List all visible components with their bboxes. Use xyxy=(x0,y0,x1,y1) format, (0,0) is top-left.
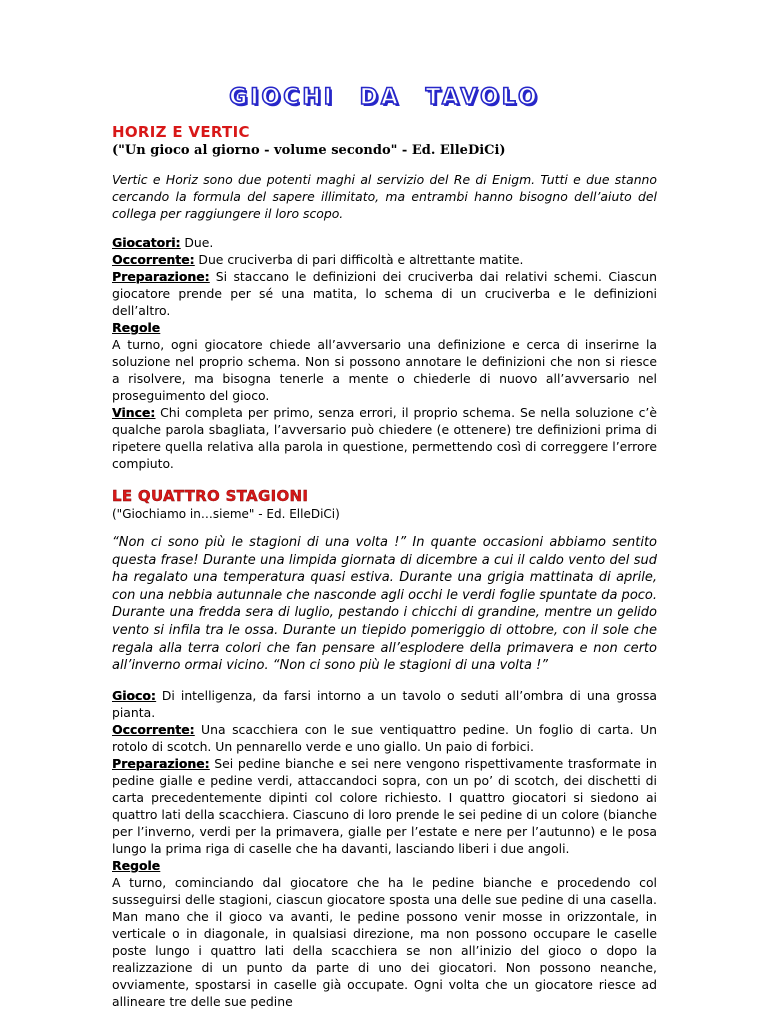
section-source: ("Giochiamo in…sieme" - Ed. ElleDiCi) xyxy=(112,507,340,521)
regole-text: A turno, ogni giocatore chiede all’avversario una definizione e cerca di inserirne la soluzione nel proprio schema. Non si possono annotare le definizioni che non si riesce a risolvere, ma bisogna tenerle a mente o chiederle di nuovo all’avversario nel proseguimento del gioco. xyxy=(112,337,657,403)
preparazione-paragraph xyxy=(112,755,657,857)
section-title-horiz-vertic: HORIZ E VERTIC xyxy=(112,123,250,141)
occorrente-label: Occorrente: xyxy=(112,252,195,267)
section-intro: “Non ci sono più le stagioni di una volta !” In quante occasioni abbiamo sentito questa frase! Durante una limpida giornata di dicembre a cui il caldo vento del sud ha regalato una temperatura quasi estiva. Durante una grigia mattinata di aprile, con una nebbia autunnale che nasconde agli occhi le verdi foglie spuntate da poco. Durante una fredda sera di luglio, pestando i chicchi di grandine, mentre un gelido vento si infila tra le ossa. Durante un tiepido pomeriggio di ottobre, con il sole che regala alla terra colori che fan pensare all’esplodere della primavera e non certo all’inverno ormai vicino. “Non ci sono più le stagioni di una volta !” xyxy=(112,535,657,674)
vince-label: Vince: xyxy=(112,405,156,420)
regole-text: A turno, cominciando dal giocatore che ha le pedine bianche e procedendo col susseguirsi delle stagioni, ciascun giocatore sposta una delle sue pedine di una casella. Man mano che il gioco va avanti, le pedine possono venir mosse in orizzontale, in verticale o in diagonale, in qualsiasi direzione, ma non possono occupare le caselle poste lungo i quattro lati della scacchiera se non all’inizio del gioco o dopo la realizzazione di un punto da parte di uno dei giocatori. Non possono neanche, ovviamente, spostarsi in caselle già occupate. Ogni volta che un giocatore riesce ad allineare tre delle sue pedine xyxy=(112,874,657,1009)
regole-heading xyxy=(112,319,657,336)
giocatori-paragraph xyxy=(112,234,657,251)
gioco-label: Gioco: xyxy=(112,687,156,703)
preparazione-label: Preparazione: xyxy=(112,755,210,771)
section-title-quattro-stagioni: LE QUATTRO STAGIONI xyxy=(112,487,309,505)
preparazione-paragraph xyxy=(112,268,657,319)
occorrente-text: Due cruciverba di pari difficoltà e altrettante matite. xyxy=(194,252,524,267)
preparazione-text: Sei pedine bianche e sei nere vengono rispettivamente trasformate in pedine gialle e pedine verdi, attaccandoci sopra, con un po’ di scotch, dei dischetti di carta precedentemente dipinti col colore richiesto. I quattro giocatori si siedono ai quattro lati della scacchiera. Ciascuno di loro prende le sei pedine di un colore (bianche per l’inverno, verdi per la primavera, gialle per l’estate e nere per l’autunno) e le posa lungo la prima riga di caselle che ha davanti, lasciando liberi i due angoli. xyxy=(112,755,657,856)
regole-heading xyxy=(112,857,657,874)
occorrente-label: Occorrente: xyxy=(112,721,195,737)
occorrente-text: Una scacchiera con le sue ventiquattro pedine. Un foglio di carta. Un rotolo di scotch. Un pennarello verde e uno giallo. Un paio di forbici. xyxy=(112,721,657,754)
regole-label: Regole xyxy=(112,320,160,335)
document-body xyxy=(112,84,657,1010)
giocatori-text: Due. xyxy=(180,235,214,250)
regole-label: Regole xyxy=(112,857,160,873)
document-title: GIOCHI DA TAVOLO xyxy=(229,85,540,110)
gioco-text: Di intelligenza, da farsi intorno a un tavolo o seduti all’ombra di una grossa pianta. xyxy=(112,687,657,720)
gioco-paragraph xyxy=(112,687,657,721)
preparazione-text: Si staccano le definizioni dei cruciverba dai relativi schemi. Ciascun giocatore prende per sé una matita, lo schema di un cruciverba e le definizioni dell’altro. xyxy=(112,269,657,318)
section-source: ("Un gioco al giorno - volume secondo" - Ed. ElleDiCi) xyxy=(112,143,506,158)
occorrente-paragraph xyxy=(112,721,657,755)
preparazione-label: Preparazione: xyxy=(112,269,210,284)
section-intro: Vertic e Horiz sono due potenti maghi al servizio del Re di Enigm. Tutti e due stanno cercando la formula del sapere illimitato, ma entrambi hanno bisogno dell’aiuto del collega per raggiungere il loro scopo. xyxy=(112,172,657,221)
occorrente-paragraph xyxy=(112,251,657,268)
vince-paragraph xyxy=(112,404,657,472)
giocatori-label: Giocatori: xyxy=(112,235,181,250)
vince-text: Chi completa per primo, senza errori, il proprio schema. Se nella soluzione c’è qualche parola sbagliata, l’avversario può chiedere (e ottenere) tre definizioni prima di ripetere quella relativa alla parola in questione, permettendo così di correggere l’errore compiuto. xyxy=(112,405,657,471)
section-spacer xyxy=(112,472,657,486)
